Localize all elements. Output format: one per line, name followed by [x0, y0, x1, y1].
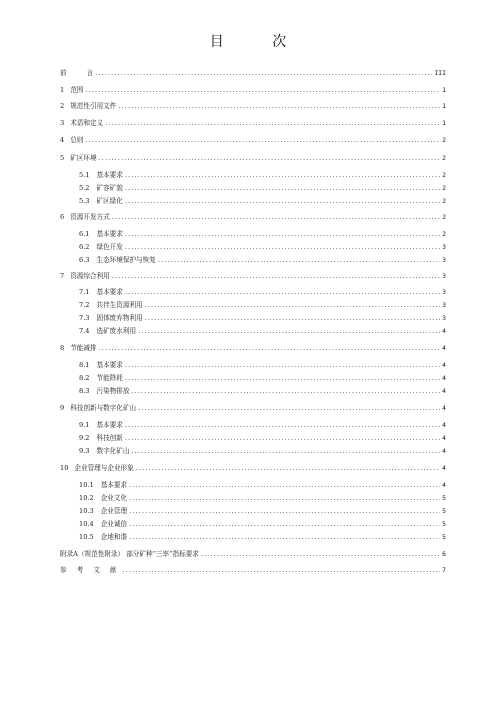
toc-entry-label: 术语和定义 — [70, 119, 104, 127]
toc-leader-dots — [85, 136, 440, 145]
toc-entry[interactable] — [60, 550, 446, 559]
toc-entry[interactable] — [79, 314, 446, 323]
toc-entry-number: 6.1 — [79, 230, 90, 238]
toc-entry-label: 企地和谐 — [100, 533, 128, 541]
toc-entry-number: 3 — [60, 119, 65, 127]
toc-entry-number: 7.4 — [79, 327, 90, 335]
toc-leader-dots — [99, 344, 441, 353]
toc-entry-label: 基本要求 — [100, 481, 128, 489]
toc-page-number: 4 — [442, 447, 446, 455]
toc-leader-dots — [125, 171, 440, 180]
toc-entry-label: 节能减排 — [70, 344, 97, 352]
toc-leader-dots — [112, 213, 440, 222]
toc-entry-number: 4 — [60, 136, 65, 144]
toc-entry-label: 范围 — [70, 86, 84, 94]
toc-entry-number: 2 — [60, 102, 65, 110]
toc-leader-dots — [125, 421, 440, 430]
toc-entry-label: 矿区环境 — [70, 154, 97, 162]
toc-page-number: 2 — [442, 154, 446, 162]
toc-page-number: 2 — [442, 230, 446, 238]
toc-page-number: 3 — [442, 301, 446, 309]
toc-entry-number: 7.1 — [79, 288, 90, 296]
toc-entry-number: 9.1 — [79, 421, 90, 429]
toc-page-number: 4 — [442, 327, 446, 335]
toc-leader-dots — [125, 374, 440, 383]
toc-page-number: 4 — [442, 421, 446, 429]
toc-page-number: 1 — [442, 86, 446, 94]
toc-page-number: 3 — [442, 256, 446, 264]
toc-entry-label: 言 — [86, 69, 94, 77]
toc-entry-label: 污染物排放 — [96, 387, 130, 395]
toc-entry-number: 7.2 — [79, 301, 90, 309]
toc-entry-number: 5.2 — [79, 184, 90, 192]
toc-page-number: 5 — [442, 520, 446, 528]
toc-entry[interactable] — [79, 230, 446, 239]
toc-leader-dots — [129, 507, 440, 516]
toc-page-number: 4 — [442, 361, 446, 369]
toc-page-number: 5 — [442, 533, 446, 541]
toc-leader-dots — [145, 314, 440, 323]
toc-entry-number: 6.3 — [79, 256, 90, 264]
toc-entry-label: 选矿废水利用 — [96, 327, 137, 335]
toc-leader-dots — [105, 119, 440, 128]
toc-entry[interactable] — [79, 301, 446, 310]
toc-entry-label: 企业文化 — [100, 494, 128, 502]
toc-entry-label: 基本要求 — [96, 230, 123, 238]
toc-page-number: 4 — [442, 464, 446, 472]
toc-leader-dots — [125, 243, 440, 252]
toc-entry-label: 资源综合利用 — [70, 272, 110, 280]
toc-entry[interactable] — [79, 507, 446, 516]
toc-leader-dots — [138, 327, 440, 336]
toc-entry[interactable] — [79, 327, 446, 336]
toc-entry-number: 7 — [60, 272, 65, 280]
toc-entry[interactable] — [60, 272, 446, 281]
toc-entry-label: （规范性附录） 部分矿种“三率”指标要求 — [77, 550, 199, 558]
toc-leader-dots — [118, 102, 440, 111]
toc-entry-label: 绿色开发 — [96, 243, 123, 251]
toc-entry[interactable] — [79, 533, 446, 542]
toc-leader-dots — [95, 69, 432, 78]
toc-entry-number: 8.2 — [79, 374, 90, 382]
toc-page-number: 4 — [442, 481, 446, 489]
toc-entry-number: 5.3 — [79, 197, 90, 205]
toc-entry-label: 规范性引用文件 — [70, 102, 117, 110]
toc-entry-number: 9.2 — [79, 434, 90, 442]
toc-leader-dots — [131, 387, 440, 396]
toc-entry[interactable] — [60, 464, 446, 473]
toc-entry[interactable] — [79, 387, 446, 396]
toc-entry-number: 6 — [60, 213, 65, 221]
toc-entry[interactable] — [79, 481, 446, 490]
toc-entry-number: 10.2 — [79, 494, 94, 502]
toc-entry-number: 8.3 — [79, 387, 90, 395]
toc-entry-number: 参 — [60, 566, 67, 574]
toc-entry[interactable] — [60, 213, 446, 222]
toc-entry[interactable] — [60, 404, 446, 413]
toc-entry[interactable] — [79, 421, 446, 430]
toc-leader-dots — [125, 361, 440, 370]
toc-page-number: 4 — [442, 374, 446, 382]
toc-page-number: 3 — [442, 243, 446, 251]
toc-entry-label: 数字化矿山 — [96, 447, 130, 455]
toc-entry[interactable] — [79, 197, 446, 206]
toc-entry-number: 9 — [60, 404, 65, 412]
toc-entry[interactable] — [60, 69, 446, 78]
toc-page-number: III — [434, 69, 446, 77]
toc-page-number: 4 — [442, 387, 446, 395]
toc-entry-number: 8.1 — [79, 361, 90, 369]
toc-leader-dots — [129, 520, 440, 529]
toc-entry-number: 7.3 — [79, 314, 90, 322]
toc-entry[interactable] — [79, 494, 446, 503]
toc-entry-number: 前 — [60, 69, 67, 77]
toc-entry[interactable] — [79, 184, 446, 193]
toc-leader-dots — [131, 447, 440, 456]
toc-entry-label: 考 文 献 — [76, 566, 121, 574]
toc-entry[interactable] — [60, 344, 446, 353]
toc-entry-number: 5.1 — [79, 171, 90, 179]
toc-page-number: 5 — [442, 507, 446, 515]
toc-entry-number: 10.3 — [79, 507, 94, 515]
toc-leader-dots — [129, 533, 440, 542]
toc-entry-label: 矿区绿化 — [96, 197, 123, 205]
toc-entry-label: 固体废弃物利用 — [96, 314, 143, 322]
toc-page-number: 3 — [442, 314, 446, 322]
toc-leader-dots — [158, 256, 440, 265]
toc-entry-label: 企业诚信 — [100, 520, 128, 528]
toc-leader-dots — [125, 434, 440, 443]
toc-page-number: 5 — [442, 494, 446, 502]
toc-page-number: 2 — [442, 184, 446, 192]
toc-entry-label: 科技创新与数字化矿山 — [70, 404, 137, 412]
toc-entry-number: 10 — [60, 464, 69, 472]
toc-leader-dots — [145, 301, 440, 310]
toc-entry-number: 9.3 — [79, 447, 90, 455]
toc-entry-number: 8 — [60, 344, 65, 352]
toc-entry-label: 基本要求 — [96, 171, 123, 179]
toc-entry-label: 资源开发方式 — [70, 213, 110, 221]
toc-page-number: 2 — [442, 197, 446, 205]
toc-page-number: 7 — [442, 566, 446, 574]
toc-entry[interactable] — [60, 566, 446, 575]
toc-entry-number: 10.1 — [79, 481, 94, 489]
toc-entry[interactable] — [79, 361, 446, 370]
toc-leader-dots — [125, 288, 440, 297]
toc-entry-number: 10.5 — [79, 533, 94, 541]
toc-entry[interactable] — [60, 102, 446, 111]
toc-page-number: 3 — [442, 288, 446, 296]
toc-entry[interactable] — [79, 288, 446, 297]
toc-entry-label: 企业管理与企业形象 — [74, 464, 134, 472]
toc-page-number: 4 — [442, 434, 446, 442]
toc-entry[interactable] — [79, 520, 446, 529]
toc-entry[interactable] — [79, 447, 446, 456]
page-title: 目 次 — [209, 34, 309, 50]
toc-entry[interactable] — [60, 119, 446, 128]
toc-entry-number: 6.2 — [79, 243, 90, 251]
toc-page-number: 1 — [442, 102, 446, 110]
toc-leader-dots — [201, 550, 440, 559]
toc-entry-number: 5 — [60, 154, 65, 162]
toc-entry-number: 1 — [60, 86, 65, 94]
toc-leader-dots — [85, 86, 440, 95]
toc-entry-label: 基本要求 — [96, 288, 123, 296]
toc-entry-label: 共伴生资源利用 — [96, 301, 143, 309]
toc-page-number: 2 — [442, 213, 446, 221]
toc-entry[interactable] — [79, 256, 446, 265]
toc-leader-dots — [99, 154, 441, 163]
toc-leader-dots — [123, 566, 441, 575]
toc-page-number: 4 — [442, 344, 446, 352]
toc-entry[interactable] — [79, 434, 446, 443]
toc-page-number: 2 — [442, 136, 446, 144]
toc-entry-label: 生态环境保护与恢复 — [96, 256, 156, 264]
toc-entry-label: 基本要求 — [96, 361, 123, 369]
toc-leader-dots — [136, 464, 440, 473]
toc-entry-label: 总则 — [70, 136, 84, 144]
toc-page-number: 2 — [442, 171, 446, 179]
toc-leader-dots — [138, 404, 440, 413]
toc-entry[interactable] — [79, 374, 446, 383]
toc-entry-label: 基本要求 — [96, 421, 123, 429]
toc-entry[interactable] — [79, 243, 446, 252]
toc-entry[interactable] — [60, 136, 446, 145]
toc-page-number: 4 — [442, 404, 446, 412]
toc-entry-number: 10.4 — [79, 520, 94, 528]
toc-page-number: 6 — [442, 550, 446, 558]
toc-page-number: 1 — [442, 119, 446, 127]
toc-leader-dots — [125, 184, 440, 193]
toc-entry[interactable] — [79, 171, 446, 180]
toc-entry-label: 企业管理 — [100, 507, 128, 515]
toc-leader-dots — [129, 481, 440, 490]
toc-entry-label: 节能降耗 — [96, 374, 123, 382]
toc-page-number: 3 — [442, 272, 446, 280]
toc-entry[interactable] — [60, 86, 446, 95]
toc-entry-label: 矿容矿貌 — [96, 184, 123, 192]
toc-leader-dots — [125, 230, 440, 239]
toc-entry-number: 附录A — [60, 550, 78, 558]
toc-entry[interactable] — [60, 154, 446, 163]
toc-leader-dots — [112, 272, 440, 281]
toc-leader-dots — [125, 197, 440, 206]
toc-leader-dots — [129, 494, 440, 503]
toc-entry-label: 科技创新 — [96, 434, 123, 442]
